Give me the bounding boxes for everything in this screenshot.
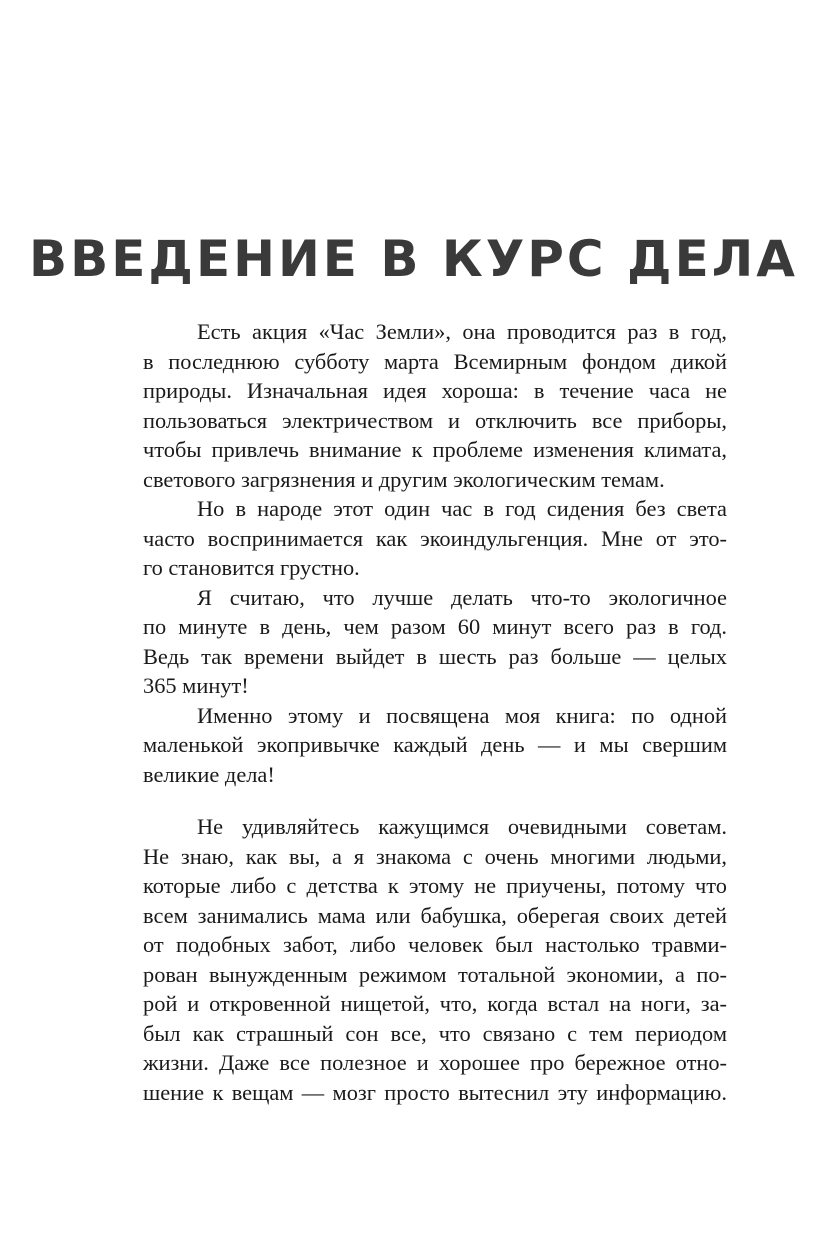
text-block-2 <box>143 812 727 1107</box>
text-line: великие дела! <box>143 761 275 787</box>
text-line: Не удивляйтесь кажущимся очевидными советам. <box>197 814 727 839</box>
text-line: часто воспринимается как экоиндульгенция. Мне от это- <box>143 525 727 551</box>
text-line: пользоваться электричеством и отключить все приборы, <box>143 407 727 433</box>
text-line: рой и откровенной нищетой, что, когда встал на ноги, за- <box>143 991 727 1016</box>
text-line: которые либо с детства к этому не приучены, потому что <box>143 873 727 898</box>
text-line: рован вынужденным режимом тотальной экономии, а по- <box>143 961 727 987</box>
text-line: светового загрязнения и другим экологическим темам. <box>143 466 665 492</box>
text-line: в последнюю субботу марта Всемирным фондом дикой <box>143 348 727 374</box>
text-block-1 <box>143 317 727 789</box>
text-line: чтобы привлечь внимание к проблеме изменения климата, <box>143 437 727 462</box>
text-line: Ведь так времени выйдет в шесть раз больше — целых <box>143 643 727 669</box>
text-line: Не знаю, как вы, а я знакома с очень многими людьми, <box>143 843 727 869</box>
text-line: Именно этому и посвящена моя книга: по одной <box>197 702 727 728</box>
text-line: 365 минут! <box>143 673 249 698</box>
text-line: Но в народе этот один час в год сидения без света <box>197 496 727 521</box>
text-line: жизни. Даже все полезное и хорошее про бережное отно- <box>143 1050 727 1075</box>
text-line: по минуте в день, чем разом 60 минут всего раз в год. <box>143 614 727 639</box>
chapter-title: ВВЕДЕНИЕ В КУРС ДЕЛА <box>29 230 798 288</box>
text-line: всем занимались мама или бабушка, оберегая своих детей <box>143 902 727 928</box>
text-line: Есть акция «Час Земли», она проводится раз в год, <box>197 319 727 344</box>
text-line: шение к вещам — мозг просто вытеснил эту информацию. <box>143 1079 727 1105</box>
text-line: Я считаю, что лучше делать что-то экологичное <box>197 584 727 610</box>
text-line: маленькой экопривычке каждый день — и мы свершим <box>143 732 727 757</box>
text-line: природы. Изначальная идея хороша: в течение часа не <box>143 378 727 403</box>
text-line: го становится грустно. <box>143 555 360 580</box>
text-line: был как страшный сон все, что связано с тем периодом <box>143 1020 727 1046</box>
text-line: от подобных забот, либо человек был настолько травми- <box>143 932 727 957</box>
